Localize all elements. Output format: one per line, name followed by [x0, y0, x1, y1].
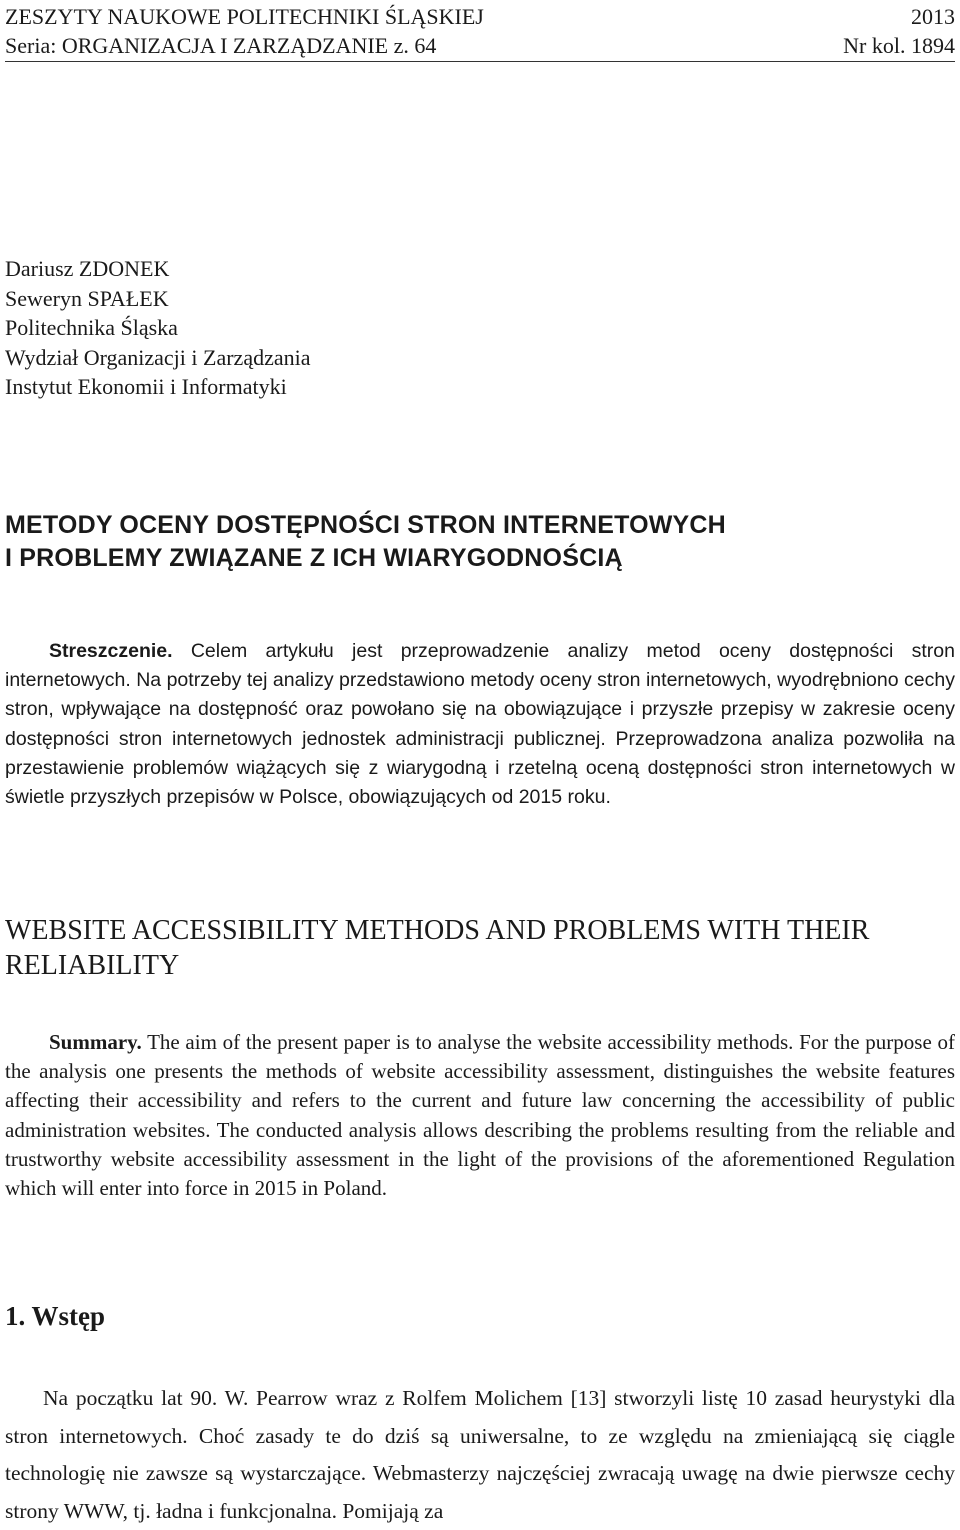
- affiliation-faculty: Wydział Organizacji i Zarządzania: [5, 344, 311, 370]
- section-heading: 1. Wstęp: [5, 1301, 106, 1331]
- paper-title-pl: [5, 509, 726, 575]
- abstract-en-lead: Summary.: [49, 1030, 142, 1054]
- journal-header-row-1: [5, 2, 955, 31]
- header-divider: [5, 61, 955, 62]
- journal-series: Seria: ORGANIZACJA I ZARZĄDZANIE z. 64: [5, 33, 437, 58]
- paper-title-en-line-1: WEBSITE ACCESSIBILITY METHODS AND PROBLEMS WITH THEIR: [5, 915, 870, 946]
- author-1: Dariusz ZDONEK: [5, 256, 170, 281]
- abstract-pl-lead: Streszczenie.: [49, 640, 173, 662]
- author-block: [5, 254, 311, 402]
- affiliation-institute: Instytut Ekonomii i Informatyki: [5, 374, 287, 399]
- journal-header: [5, 2, 955, 62]
- journal-number: Nr kol. 1894: [843, 33, 955, 58]
- intro-paragraph: [5, 1380, 955, 1530]
- journal-header-row-2: [5, 31, 955, 60]
- abstract-en: [5, 1028, 955, 1203]
- abstract-pl: [5, 637, 955, 812]
- paper-title-pl-line-2: I PROBLEMY ZWIĄZANE Z ICH WIARYGODNOŚCIĄ: [5, 544, 623, 572]
- affiliation-university: Politechnika Śląska: [5, 315, 178, 340]
- paper-title-en-line-2: RELIABILITY: [5, 950, 180, 981]
- paper-title-en: [5, 913, 869, 983]
- abstract-pl-text: Celem artykułu jest przeprowadzenie analizy metod oceny dostępności stron internetowych. Na potrzeby tej analizy przedstawiono metody oceny stron internetowych, wyodrębniono cechy stron, wpływające na dostępność oraz powołano się na obowiązujące i przyszłe przepisy w zakresie oceny dostępności stron internetowych jednostek administracji publicznej. Przeprowadzona analiza pozwoliła na przestawienie problemów wiążących się z wiarygodną i rzetelną oceną dostępności stron internetowych w świetle przyszłych przepisów w Polsce, obowiązujących od 2015 roku.: [5, 640, 955, 809]
- abstract-en-text: The aim of the present paper is to analyse the website accessibility methods. For the purpose of the analysis one presents the methods of website accessibility assessment, distinguishes the website features affecting their accessibility and refers to the current and future law concerning the accessibility of public administration websites. The conducted analysis allows describing the problems resulting from the reliable and trustworthy website accessibility assessment in the light of the provisions of the aforementioned Regulation which will enter into force in 2015 in Poland.: [5, 1030, 955, 1201]
- author-2: Seweryn SPAŁEK: [5, 285, 169, 311]
- journal-year: 2013: [911, 4, 955, 29]
- journal-name: ZESZYTY NAUKOWE POLITECHNIKI ŚLĄSKIEJ: [5, 4, 484, 29]
- paper-title-pl-line-1: METODY OCENY DOSTĘPNOŚCI STRON INTERNETOWYCH: [5, 511, 726, 539]
- intro-paragraph-text: Na początku lat 90. W. Pearrow wraz z Rolfem Molichem [13] stworzyli listę 10 zasad heurystyki dla stron internetowych. Choć zasady te do dziś są uniwersalne, to ze względu na zmieniającą się ciągle technologię nie zawsze są wystarczające. Webmasterzy najczęściej zwracają uwagę na dwie pierwsze cechy strony WWW, tj. ładna i funkcjonalna. Pomijają za: [5, 1386, 955, 1523]
